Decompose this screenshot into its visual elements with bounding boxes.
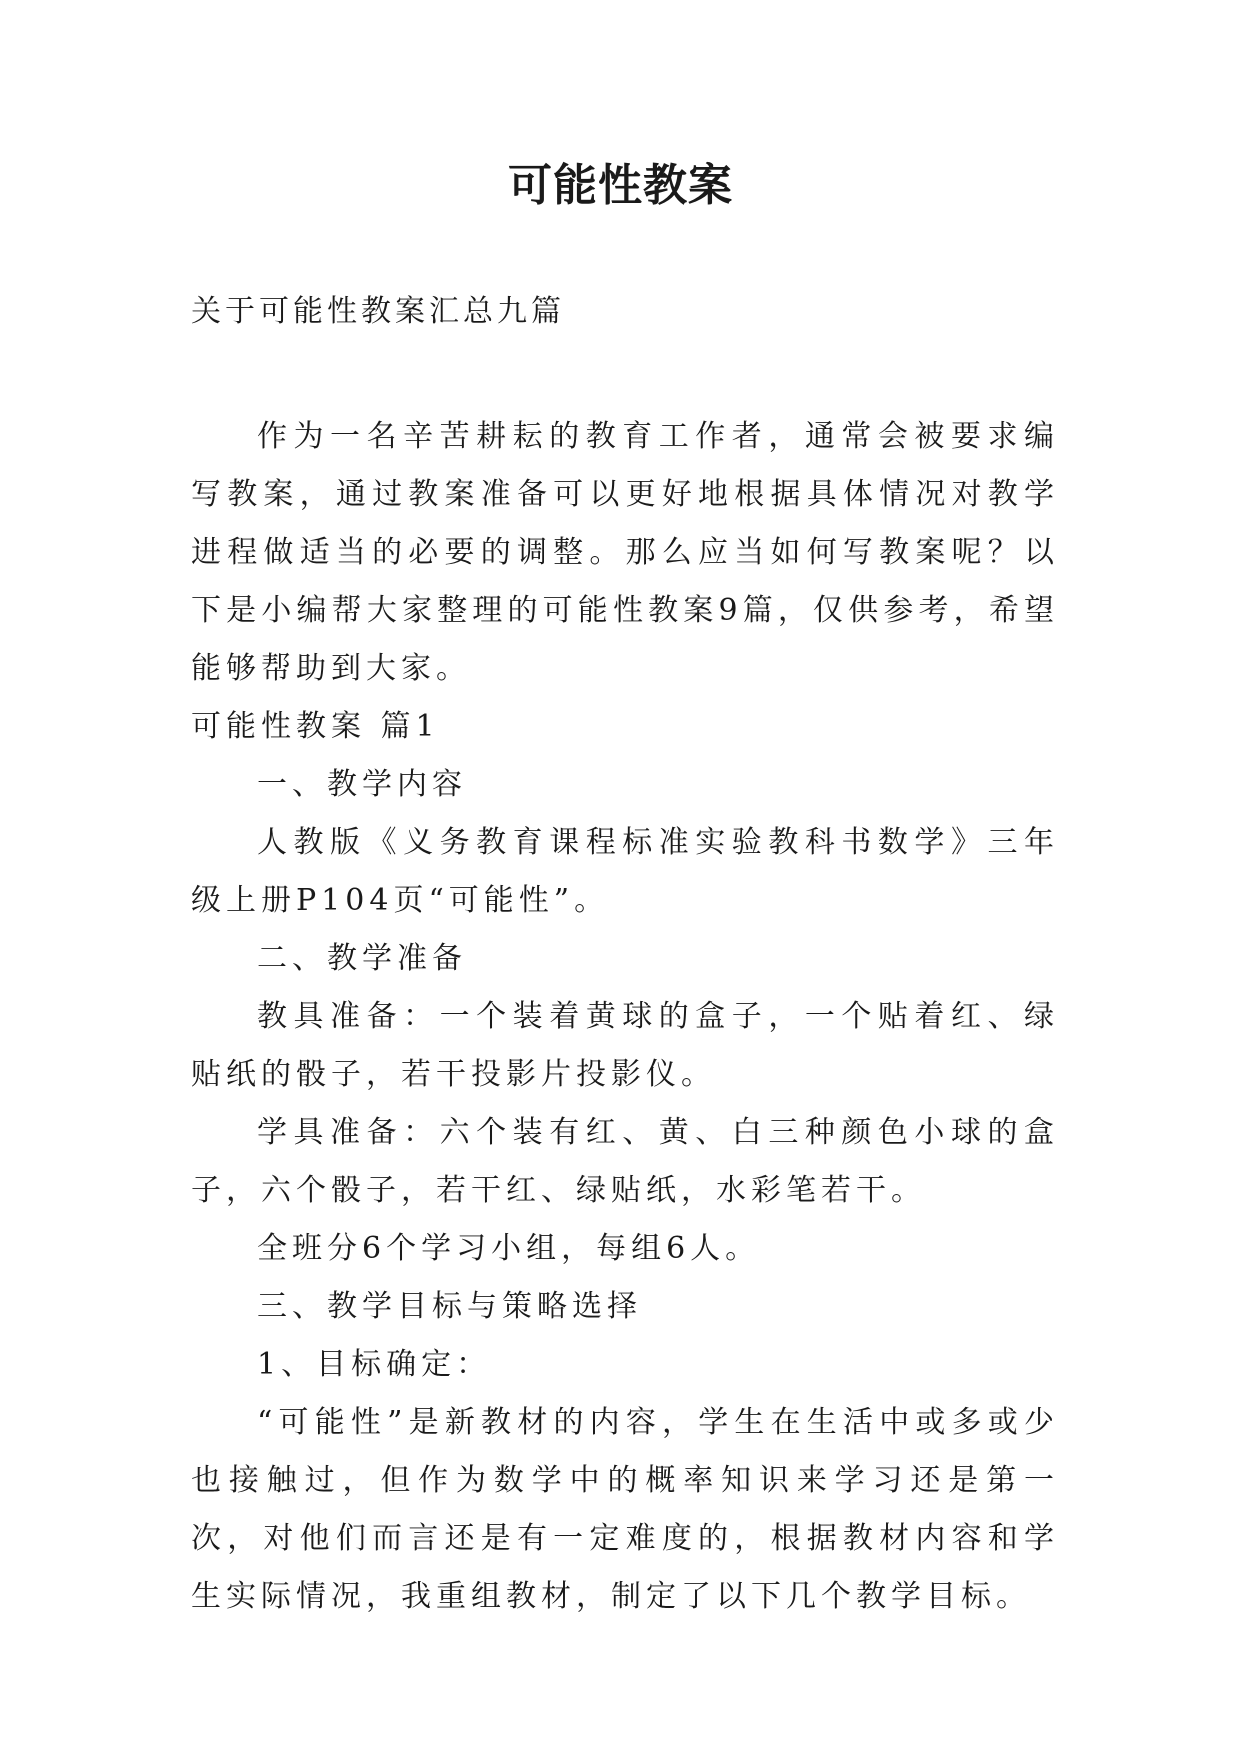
heading-objective-setting: 1、目标确定： (257, 1347, 492, 1382)
document-body (191, 408, 1059, 1626)
paragraph-teaching-aids: 教具准备：一个装着黄球的盒子，一个贴着红、绿贴纸的骰子，若干投影片投影仪。 (191, 999, 1059, 1092)
paragraph-learning-aids: 学具准备：六个装有红、黄、白三种颜色小球的盒子，六个骰子，若干红、绿贴纸，水彩笔若干。 (191, 1115, 1059, 1208)
heading-teaching-preparation: 二、教学准备 (257, 941, 467, 976)
heading-teaching-content: 一、教学内容 (257, 767, 467, 802)
paragraph-grouping: 全班分6个学习小组，每组6人。 (257, 1231, 761, 1266)
paragraph-objectives: “可能性”是新教材的内容，学生在生活中或多或少也接触过，但作为数学中的概率知识来学习还是第一次，对他们而言还是有一定难度的，根据教材内容和学生实际情况，我重组教材，制定了以下几个教学目标。 (191, 1405, 1059, 1614)
paragraph-teaching-content: 人教版《义务教育课程标准实验教科书数学》三年级上册P104页“可能性”。 (191, 825, 1059, 918)
paragraph-intro: 作为一名辛苦耕耘的教育工作者，通常会被要求编写教案，通过教案准备可以更好地根据具体情况对教学进程做适当的必要的调整。那么应当如何写教案呢？以下是小编帮大家整理的可能性教案9篇，仅供参考，希望能够帮助到大家。 (191, 419, 1059, 686)
section-heading-1: 可能性教案 篇1 (191, 709, 440, 744)
document-subtitle: 关于可能性教案汇总九篇 (191, 294, 565, 329)
heading-objectives-strategy: 三、教学目标与策略选择 (257, 1289, 642, 1324)
page-title: 可能性教案 (508, 160, 733, 211)
